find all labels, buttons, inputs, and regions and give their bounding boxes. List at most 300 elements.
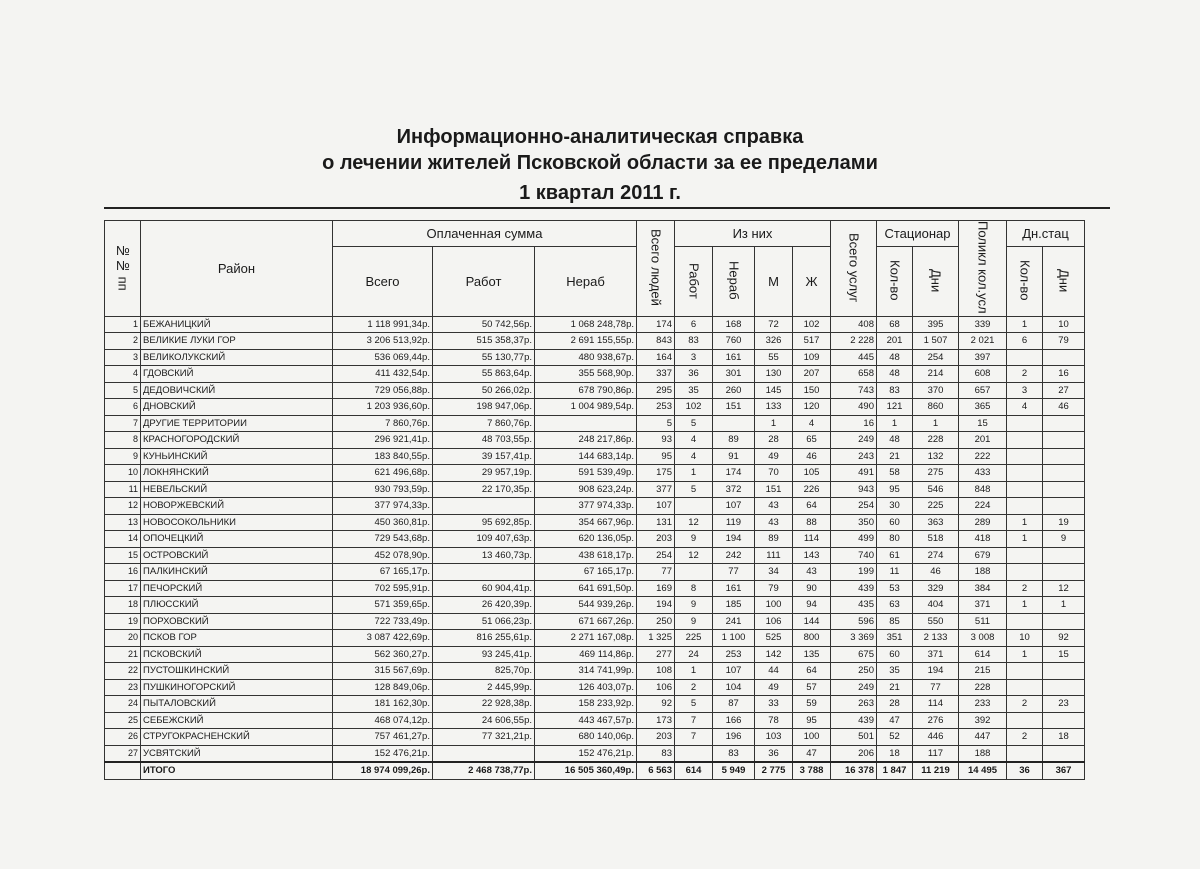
sum-total: 3 206 513,92р.: [333, 333, 433, 350]
people-male: 133: [755, 399, 793, 416]
day-hospital-days: 23: [1043, 696, 1085, 713]
people-female: 100: [793, 729, 831, 746]
day-hospital-count: [1007, 663, 1043, 680]
row-number: 5: [105, 382, 141, 399]
people-male: 103: [755, 729, 793, 746]
sum-total: 1 118 991,34р.: [333, 316, 433, 333]
people-nonworking: 5 949: [713, 762, 755, 779]
sum-total: 18 974 099,26р.: [333, 762, 433, 779]
report-subtitle: о лечении жителей Псковской области за ее пределами: [322, 152, 878, 174]
people-nonworking: 194: [713, 531, 755, 548]
services-total: 254: [831, 498, 877, 515]
people-nonworking: [713, 415, 755, 432]
sum-working: [433, 745, 535, 762]
day-hospital-days: 1: [1043, 597, 1085, 614]
people-female: 46: [793, 448, 831, 465]
people-working: 1: [675, 663, 713, 680]
table-row: [105, 696, 1085, 713]
people-male: 43: [755, 514, 793, 531]
services-total: 350: [831, 514, 877, 531]
polyclinic-services: 2 021: [959, 333, 1007, 350]
sum-nonworking: 1 068 248,78р.: [535, 316, 637, 333]
people-total: 203: [637, 729, 675, 746]
polyclinic-services: 3 008: [959, 630, 1007, 647]
row-number: 24: [105, 696, 141, 713]
row-number: 25: [105, 712, 141, 729]
people-male: 89: [755, 531, 793, 548]
people-total: 377: [637, 481, 675, 498]
people-total: 95: [637, 448, 675, 465]
people-total: 203: [637, 531, 675, 548]
people-female: 114: [793, 531, 831, 548]
table-row: [105, 745, 1085, 762]
people-working: [675, 498, 713, 515]
people-working: 36: [675, 366, 713, 383]
polyclinic-services: 14 495: [959, 762, 1007, 779]
day-hospital-days: 46: [1043, 399, 1085, 416]
inpatient-count: 48: [877, 366, 913, 383]
inpatient-count: 61: [877, 547, 913, 564]
table-row: [105, 448, 1085, 465]
polyclinic-services: 418: [959, 531, 1007, 548]
day-hospital-days: [1043, 679, 1085, 696]
sum-total: 571 359,65р.: [333, 597, 433, 614]
sum-total: 729 543,68р.: [333, 531, 433, 548]
day-hospital-days: [1043, 547, 1085, 564]
sum-nonworking: 248 217,86р.: [535, 432, 637, 449]
people-female: 88: [793, 514, 831, 531]
people-total: 253: [637, 399, 675, 416]
inpatient-days: 395: [913, 316, 959, 333]
sum-total: 181 162,30р.: [333, 696, 433, 713]
sum-nonworking: 152 476,21р.: [535, 745, 637, 762]
day-hospital-days: [1043, 712, 1085, 729]
services-total: 243: [831, 448, 877, 465]
polyclinic-services: 201: [959, 432, 1007, 449]
people-nonworking: 107: [713, 498, 755, 515]
inpatient-days: 194: [913, 663, 959, 680]
district-name: ПУШКИНОГОРСКИЙ: [141, 679, 333, 696]
sum-total: 452 078,90р.: [333, 547, 433, 564]
header-working: Работ: [433, 247, 535, 316]
services-total: 263: [831, 696, 877, 713]
people-female: 59: [793, 696, 831, 713]
district-name: КУНЬИНСКИЙ: [141, 448, 333, 465]
inpatient-days: 860: [913, 399, 959, 416]
inpatient-days: 546: [913, 481, 959, 498]
inpatient-days: 404: [913, 597, 959, 614]
day-hospital-count: 1: [1007, 514, 1043, 531]
sum-nonworking: 544 939,26р.: [535, 597, 637, 614]
people-female: 109: [793, 349, 831, 366]
people-male: 33: [755, 696, 793, 713]
table-row: [105, 597, 1085, 614]
district-name: ПЕЧОРСКИЙ: [141, 580, 333, 597]
services-total: 16 378: [831, 762, 877, 779]
sum-working: 22 170,35р.: [433, 481, 535, 498]
polyclinic-services: 339: [959, 316, 1007, 333]
day-hospital-count: [1007, 745, 1043, 762]
inpatient-count: 30: [877, 498, 913, 515]
sum-nonworking: 377 974,33р.: [535, 498, 637, 515]
day-hospital-count: 10: [1007, 630, 1043, 647]
day-hospital-count: [1007, 712, 1043, 729]
people-male: 2 775: [755, 762, 793, 779]
day-hospital-count: 6: [1007, 333, 1043, 350]
sum-nonworking: 908 623,24р.: [535, 481, 637, 498]
people-total: 175: [637, 465, 675, 482]
day-hospital-days: 92: [1043, 630, 1085, 647]
day-hospital-days: [1043, 564, 1085, 581]
people-male: 28: [755, 432, 793, 449]
people-female: 90: [793, 580, 831, 597]
people-nonworking: 174: [713, 465, 755, 482]
district-name: ПОРХОВСКИЙ: [141, 613, 333, 630]
sum-nonworking: 641 691,50р.: [535, 580, 637, 597]
sum-working: [433, 564, 535, 581]
inpatient-days: 274: [913, 547, 959, 564]
table-row: [105, 646, 1085, 663]
inpatient-days: 371: [913, 646, 959, 663]
table-row: [105, 613, 1085, 630]
day-hospital-count: [1007, 679, 1043, 696]
header-female: Ж: [793, 247, 831, 316]
inpatient-days: 446: [913, 729, 959, 746]
polyclinic-services: 679: [959, 547, 1007, 564]
district-name: ДНОВСКИЙ: [141, 399, 333, 416]
people-nonworking: 760: [713, 333, 755, 350]
people-total: 337: [637, 366, 675, 383]
inpatient-days: 46: [913, 564, 959, 581]
inpatient-days: 518: [913, 531, 959, 548]
polyclinic-services: 447: [959, 729, 1007, 746]
people-total: 1 325: [637, 630, 675, 647]
district-name: ДРУГИЕ ТЕРРИТОРИИ: [141, 415, 333, 432]
sum-nonworking: 314 741,99р.: [535, 663, 637, 680]
sum-total: 702 595,91р.: [333, 580, 433, 597]
polyclinic-services: 608: [959, 366, 1007, 383]
row-number: 22: [105, 663, 141, 680]
inpatient-days: 214: [913, 366, 959, 383]
header-male: М: [755, 247, 793, 316]
sum-working: 50 266,02р.: [433, 382, 535, 399]
inpatient-days: 1 507: [913, 333, 959, 350]
services-total: 491: [831, 465, 877, 482]
header-inpatient: Стационар: [877, 221, 959, 247]
people-total: 164: [637, 349, 675, 366]
row-number: 6: [105, 399, 141, 416]
day-hospital-days: [1043, 613, 1085, 630]
sum-working: 7 860,76р.: [433, 415, 535, 432]
table-row: [105, 316, 1085, 333]
services-total: 439: [831, 580, 877, 597]
polyclinic-services: 233: [959, 696, 1007, 713]
row-number: 2: [105, 333, 141, 350]
people-total: 107: [637, 498, 675, 515]
sum-working: 93 245,41р.: [433, 646, 535, 663]
people-female: 3 788: [793, 762, 831, 779]
people-total: 83: [637, 745, 675, 762]
services-total: 740: [831, 547, 877, 564]
header-dh-count: Кол-во: [1007, 247, 1043, 316]
sum-working: 55 130,77р.: [433, 349, 535, 366]
people-total: 6 563: [637, 762, 675, 779]
polyclinic-services: 371: [959, 597, 1007, 614]
people-total: 92: [637, 696, 675, 713]
people-nonworking: 161: [713, 349, 755, 366]
people-total: 169: [637, 580, 675, 597]
day-hospital-count: 36: [1007, 762, 1043, 779]
sum-working: 24 606,55р.: [433, 712, 535, 729]
header-num: №№ пп: [105, 221, 141, 317]
table-row: [105, 333, 1085, 350]
report-title: Информационно-аналитическая справка: [396, 126, 804, 148]
people-male: 49: [755, 448, 793, 465]
people-female: 517: [793, 333, 831, 350]
inpatient-count: 52: [877, 729, 913, 746]
sum-working: 50 742,56р.: [433, 316, 535, 333]
people-working: 9: [675, 597, 713, 614]
people-working: 7: [675, 729, 713, 746]
people-male: 44: [755, 663, 793, 680]
row-number: 21: [105, 646, 141, 663]
district-name: ПЛЮССКИЙ: [141, 597, 333, 614]
inpatient-count: 201: [877, 333, 913, 350]
day-hospital-count: 4: [1007, 399, 1043, 416]
table-row: [105, 465, 1085, 482]
sum-total: 7 860,76р.: [333, 415, 433, 432]
inpatient-days: 329: [913, 580, 959, 597]
day-hospital-count: 3: [1007, 382, 1043, 399]
sum-total: 1 203 936,60р.: [333, 399, 433, 416]
sum-total: 536 069,44р.: [333, 349, 433, 366]
row-number: 27: [105, 745, 141, 762]
header-of-them: Из них: [675, 221, 831, 247]
sum-nonworking: 67 165,17р.: [535, 564, 637, 581]
district-name: ИТОГО: [141, 762, 333, 779]
people-working: 8: [675, 580, 713, 597]
inpatient-days: 550: [913, 613, 959, 630]
inpatient-days: 114: [913, 696, 959, 713]
inpatient-count: 83: [877, 382, 913, 399]
sum-working: 60 904,41р.: [433, 580, 535, 597]
sum-total: 128 849,06р.: [333, 679, 433, 696]
polyclinic-services: 289: [959, 514, 1007, 531]
inpatient-count: 1 847: [877, 762, 913, 779]
sum-working: 2 468 738,77р.: [433, 762, 535, 779]
services-total: 439: [831, 712, 877, 729]
people-working: 102: [675, 399, 713, 416]
row-number: 19: [105, 613, 141, 630]
district-name: ОСТРОВСКИЙ: [141, 547, 333, 564]
inpatient-days: 2 133: [913, 630, 959, 647]
people-nonworking: 241: [713, 613, 755, 630]
day-hospital-count: 2: [1007, 366, 1043, 383]
table-body: [105, 316, 1085, 779]
sum-total: 296 921,41р.: [333, 432, 433, 449]
people-nonworking: 166: [713, 712, 755, 729]
sum-working: 109 407,63р.: [433, 531, 535, 548]
day-hospital-count: 2: [1007, 696, 1043, 713]
table-row: [105, 399, 1085, 416]
district-name: ГДОВСКИЙ: [141, 366, 333, 383]
people-male: 111: [755, 547, 793, 564]
sum-total: 562 360,27р.: [333, 646, 433, 663]
day-hospital-days: [1043, 415, 1085, 432]
sum-working: 26 420,39р.: [433, 597, 535, 614]
sum-total: 152 476,21р.: [333, 745, 433, 762]
services-total: 499: [831, 531, 877, 548]
people-male: 72: [755, 316, 793, 333]
row-number: 26: [105, 729, 141, 746]
polyclinic-services: 433: [959, 465, 1007, 482]
people-male: 55: [755, 349, 793, 366]
people-working: 2: [675, 679, 713, 696]
people-female: 143: [793, 547, 831, 564]
people-male: 145: [755, 382, 793, 399]
sum-working: 51 066,23р.: [433, 613, 535, 630]
services-total: 658: [831, 366, 877, 383]
inpatient-count: 35: [877, 663, 913, 680]
people-male: 130: [755, 366, 793, 383]
day-hospital-days: [1043, 663, 1085, 680]
sum-nonworking: 480 938,67р.: [535, 349, 637, 366]
people-nonworking: 1 100: [713, 630, 755, 647]
day-hospital-days: [1043, 465, 1085, 482]
people-working: 24: [675, 646, 713, 663]
table-row: [105, 415, 1085, 432]
day-hospital-days: 9: [1043, 531, 1085, 548]
header-of-working: Работ: [675, 247, 713, 316]
inpatient-count: 28: [877, 696, 913, 713]
people-nonworking: 83: [713, 745, 755, 762]
row-number: 8: [105, 432, 141, 449]
services-total: 249: [831, 432, 877, 449]
district-name: НЕВЕЛЬСКИЙ: [141, 481, 333, 498]
district-name: ВЕЛИКИЕ ЛУКИ ГОР: [141, 333, 333, 350]
district-name: ПСКОВ ГОР: [141, 630, 333, 647]
inpatient-days: 276: [913, 712, 959, 729]
sum-working: 29 957,19р.: [433, 465, 535, 482]
day-hospital-days: 79: [1043, 333, 1085, 350]
sum-nonworking: 355 568,90р.: [535, 366, 637, 383]
row-number: 9: [105, 448, 141, 465]
people-working: 7: [675, 712, 713, 729]
table-row: [105, 498, 1085, 515]
people-working: 35: [675, 382, 713, 399]
sum-nonworking: 144 683,14р.: [535, 448, 637, 465]
table-row: [105, 630, 1085, 647]
day-hospital-count: [1007, 547, 1043, 564]
sum-total: 450 360,81р.: [333, 514, 433, 531]
row-number: 13: [105, 514, 141, 531]
sum-nonworking: 680 140,06р.: [535, 729, 637, 746]
people-working: 3: [675, 349, 713, 366]
sum-working: 2 445,99р.: [433, 679, 535, 696]
sum-total: 757 461,27р.: [333, 729, 433, 746]
sum-working: 48 703,55р.: [433, 432, 535, 449]
sum-nonworking: 443 467,57р.: [535, 712, 637, 729]
district-name: ПАЛКИНСКИЙ: [141, 564, 333, 581]
people-male: 70: [755, 465, 793, 482]
header-paid-sum: Оплаченная сумма: [333, 221, 637, 247]
table-row: [105, 366, 1085, 383]
sum-working: [433, 498, 535, 515]
table-row: [105, 349, 1085, 366]
sum-nonworking: 438 618,17р.: [535, 547, 637, 564]
row-number: 12: [105, 498, 141, 515]
sum-nonworking: 591 539,49р.: [535, 465, 637, 482]
polyclinic-services: 228: [959, 679, 1007, 696]
day-hospital-days: [1043, 498, 1085, 515]
day-hospital-days: 367: [1043, 762, 1085, 779]
inpatient-count: 47: [877, 712, 913, 729]
row-number: 7: [105, 415, 141, 432]
inpatient-days: 254: [913, 349, 959, 366]
district-name: НОВОРЖЕВСКИЙ: [141, 498, 333, 515]
people-female: 65: [793, 432, 831, 449]
services-total: 408: [831, 316, 877, 333]
people-male: 525: [755, 630, 793, 647]
services-total: 249: [831, 679, 877, 696]
people-working: 9: [675, 613, 713, 630]
people-total: 843: [637, 333, 675, 350]
sum-working: 13 460,73р.: [433, 547, 535, 564]
services-total: 2 228: [831, 333, 877, 350]
people-total: 77: [637, 564, 675, 581]
inpatient-count: 68: [877, 316, 913, 333]
people-male: 151: [755, 481, 793, 498]
people-working: [675, 745, 713, 762]
sum-working: 95 692,85р.: [433, 514, 535, 531]
services-total: 943: [831, 481, 877, 498]
people-nonworking: 151: [713, 399, 755, 416]
people-female: 64: [793, 498, 831, 515]
people-male: 100: [755, 597, 793, 614]
row-number: 4: [105, 366, 141, 383]
people-working: 9: [675, 531, 713, 548]
people-working: 1: [675, 465, 713, 482]
sum-nonworking: [535, 415, 637, 432]
day-hospital-days: 15: [1043, 646, 1085, 663]
people-working: 225: [675, 630, 713, 647]
inpatient-count: 48: [877, 349, 913, 366]
people-nonworking: 107: [713, 663, 755, 680]
header-total: Всего: [333, 247, 433, 316]
sum-nonworking: 126 403,07р.: [535, 679, 637, 696]
inpatient-count: 11: [877, 564, 913, 581]
people-nonworking: 301: [713, 366, 755, 383]
services-total: 596: [831, 613, 877, 630]
people-nonworking: 89: [713, 432, 755, 449]
polyclinic-services: 392: [959, 712, 1007, 729]
day-hospital-count: [1007, 613, 1043, 630]
people-working: 5: [675, 415, 713, 432]
people-female: 47: [793, 745, 831, 762]
people-working: 83: [675, 333, 713, 350]
polyclinic-services: 15: [959, 415, 1007, 432]
header-inpatient-days: Дни: [913, 247, 959, 316]
row-number: 23: [105, 679, 141, 696]
services-total: 675: [831, 646, 877, 663]
day-hospital-count: 2: [1007, 729, 1043, 746]
sum-nonworking: 678 790,86р.: [535, 382, 637, 399]
people-female: 57: [793, 679, 831, 696]
polyclinic-services: 188: [959, 745, 1007, 762]
inpatient-count: 53: [877, 580, 913, 597]
services-total: 501: [831, 729, 877, 746]
district-name: ДЕДОВИЧСКИЙ: [141, 382, 333, 399]
